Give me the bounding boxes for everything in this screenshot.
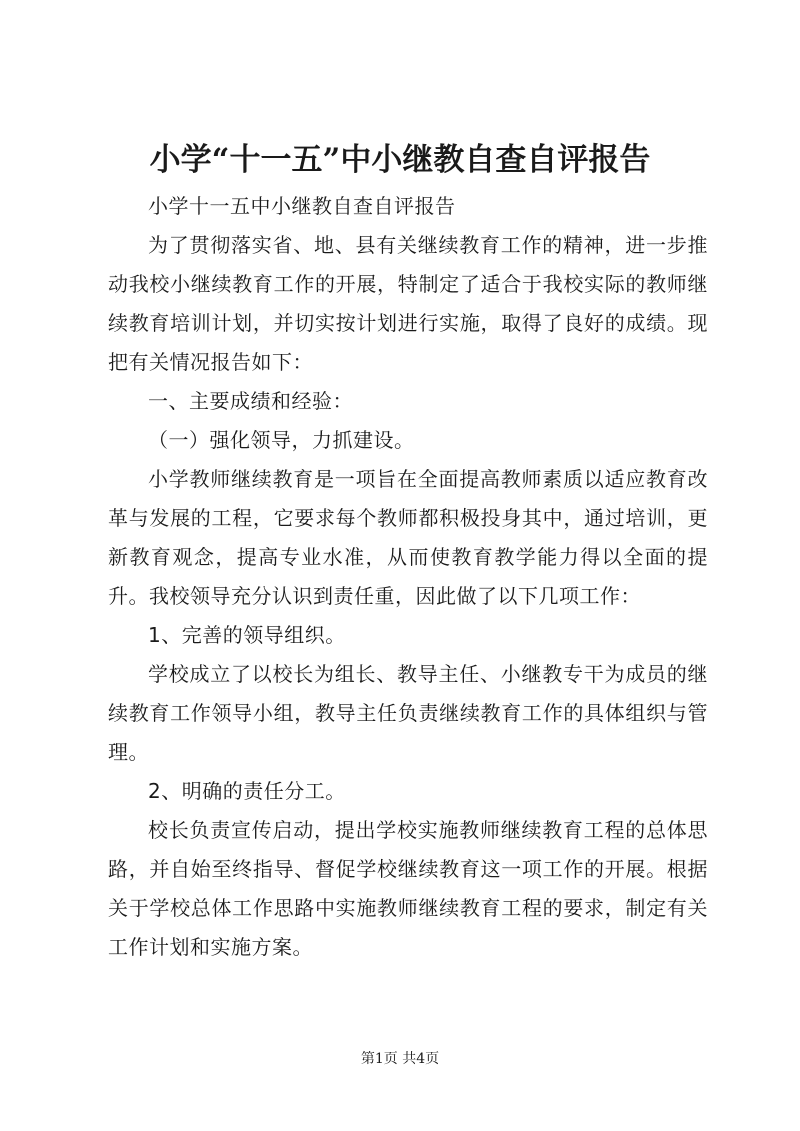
paragraph-organization: 学校成立了以校长为组长、教导主任、小继教专干为成员的继续教育工作领导小组，教导主任负责继续教育工作的具体组织与管理。 (108, 662, 708, 764)
paragraph-responsibility: 校长负责宣传启动，提出学校实施教师继续教育工程的总体思路，并自始至终指导、督促学校继续教育这一项工作的开展。根据关于学校总体工作思路中实施教师继续教育工程的要求，制定有关工作计划和实施方案。 (108, 818, 708, 959)
item-heading-organization: 1、完善的领导组织。 (148, 623, 346, 647)
page-footer: 第1页 共4页 (360, 1051, 440, 1067)
section-heading-main: 一、主要成绩和经验： (148, 389, 353, 413)
paragraph-subtitle: 小学十一五中小继教自查自评报告 (148, 194, 456, 218)
paragraph-leadership: 小学教师继续教育是一项旨在全面提高教师素质以适应教育改革与发展的工程，它要求每个教师都积极投身其中，通过培训，更新教育观念，提高专业水准，从而使教育教学能力得以全面的提升。我校领导充分认识到责任重，因此做了以下几项工作： (108, 467, 708, 608)
document-title: 小学“十一五”中小继教自查自评报告 (149, 142, 651, 178)
item-heading-responsibility: 2、明确的责任分工。 (148, 779, 346, 803)
subsection-heading-leadership: （一）强化领导，力抓建设。 (148, 428, 415, 452)
paragraph-intro: 为了贯彻落实省、地、县有关继续教育工作的精神，进一步推动我校小继续教育工作的开展，特制定了适合于我校实际的教师继续教育培训计划，并切实按计划进行实施，取得了良好的成绩。现把有关情况报告如下： (108, 233, 708, 374)
document-body (108, 187, 708, 967)
